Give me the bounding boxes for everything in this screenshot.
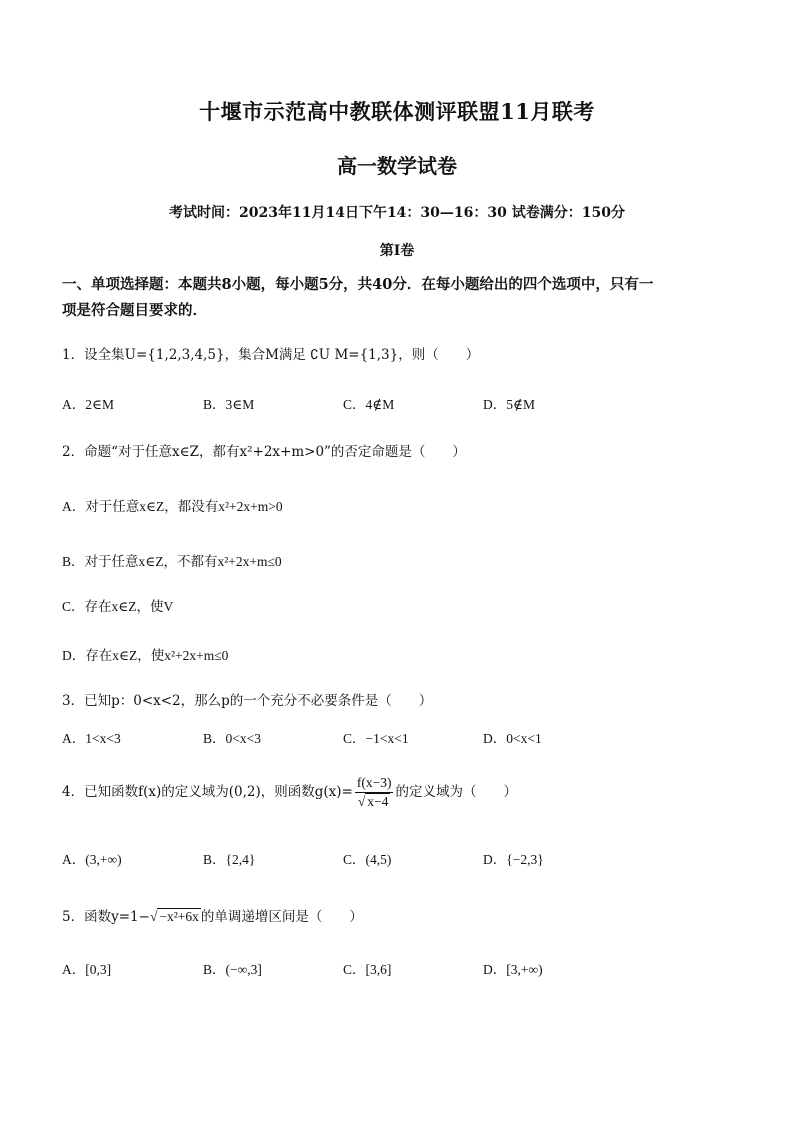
section-line-1: 一、单项选择题：本题共8小题，每小题5分，共40分．在每小题给出的四个选项中，只有一 <box>62 276 654 293</box>
q3-option-d: D．0<x<1 <box>483 731 542 746</box>
q5-option-d: D．[3,+∞) <box>483 962 543 977</box>
q1-option-d: D．5∉M <box>483 397 535 412</box>
q4-fraction-denominator: √ x−4 <box>357 794 389 809</box>
exam-info: 考试时间：2023年11月14日下午14：30—16：30 试卷满分：150分 <box>169 205 625 221</box>
exam-subtitle: 高一数学试卷 <box>337 154 457 178</box>
q2-option-d: D．存在x∈Z，使x²+2x+m≤0 <box>62 648 229 663</box>
q2-option-a: A．对于任意x∈Z，都没有x²+2x+m>0 <box>62 499 283 514</box>
question-1-stem: 1．设全集U={1,2,3,4,5}，集合M满足 ∁U M={1,3}，则（ ） <box>62 347 480 363</box>
q5-stem-suffix: 的单调递增区间是（ ） <box>200 909 363 925</box>
q1-option-b: B．3∈M <box>203 397 255 412</box>
q3-option-b: B．0<x<3 <box>203 731 261 746</box>
q5-option-c: C．[3,6] <box>343 962 392 977</box>
part-label: 第Ⅰ卷 <box>379 243 415 259</box>
q5-option-a: A．[0,3] <box>62 962 112 977</box>
q4-option-a: A．(3,+∞) <box>62 852 122 867</box>
q4-denominator-radicand: x−4 <box>367 794 389 809</box>
q5-sqrt: √ −x²+6x <box>149 909 199 924</box>
q5-stem-prefix: 5．函数y=1− <box>62 909 150 925</box>
q2-option-b: B．对于任意x∈Z，不都有x²+2x+m≤0 <box>62 554 282 569</box>
q4-option-b: B．{2,4} <box>203 852 256 867</box>
q4-fraction <box>355 774 394 811</box>
q4-option-c: C．(4,5) <box>343 852 392 867</box>
q4-fraction-numerator: f(x−3) <box>355 774 394 793</box>
q2-option-c: C．存在x∈Z，使V <box>62 599 174 614</box>
q4-stem-suffix: 的定义域为（ ） <box>395 784 517 800</box>
exam-title: 十堰市示范高中教联体测评联盟11月联考 <box>199 99 595 124</box>
section-heading <box>62 272 742 324</box>
q5-option-b: B．(−∞,3] <box>203 962 262 977</box>
question-4-stem <box>62 774 752 811</box>
q4-stem-prefix: 4．已知函数f(x)的定义域为(0,2)，则函数g(x)= <box>62 784 353 800</box>
question-5-stem <box>62 906 752 928</box>
q5-radicand: −x²+6x <box>159 909 199 924</box>
q3-option-a: A．1<x<3 <box>62 731 121 746</box>
question-3-stem: 3．已知p：0<x<2，那么p的一个充分不必要条件是（ ） <box>62 693 433 709</box>
q4-option-d: D．{−2,3} <box>483 852 544 867</box>
q1-option-a: A．2∈M <box>62 397 114 412</box>
q3-option-c: C．−1<x<1 <box>343 731 409 746</box>
section-line-2: 项是符合题目要求的． <box>62 302 207 319</box>
question-2-stem: 2．命题“对于任意x∈Z，都有x²+2x+m>0”的否定命题是（ ） <box>62 444 466 460</box>
q1-option-c: C．4∉M <box>343 397 395 412</box>
